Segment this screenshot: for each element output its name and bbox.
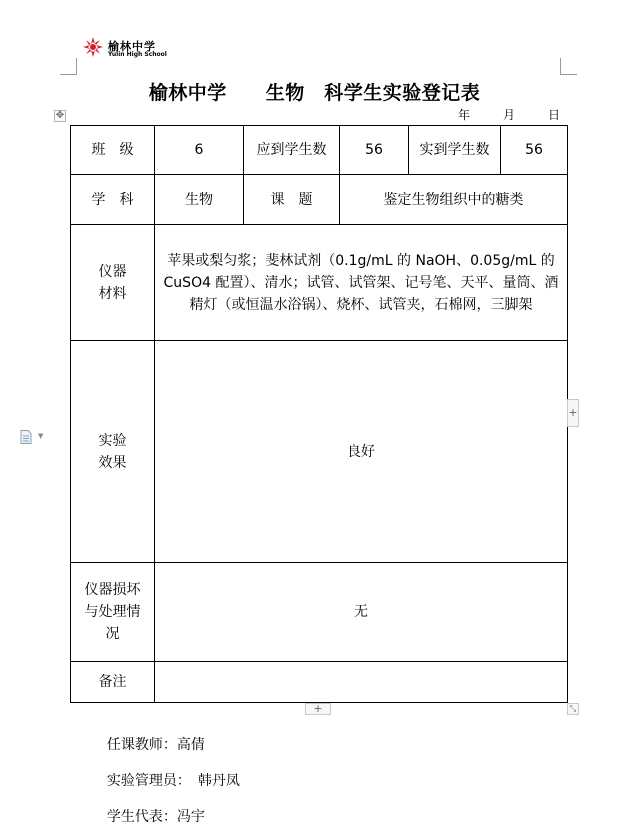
topic-value[interactable]: 鉴定生物组织中的糖类	[340, 175, 568, 225]
table-row	[71, 341, 568, 563]
table-move-handle[interactable]: ✥	[55, 110, 65, 121]
add-row-button[interactable]: +	[305, 703, 331, 715]
chevron-down-icon[interactable]: ▼	[38, 432, 44, 440]
add-column-button[interactable]: +	[567, 399, 579, 427]
actual-students-value[interactable]: 56	[501, 126, 568, 175]
expected-students-label: 应到学生数	[244, 126, 340, 175]
registration-table	[70, 125, 568, 703]
date-month: 月	[503, 108, 516, 122]
table-row	[71, 175, 568, 225]
damage-label: 仪器损坏与处理情况	[71, 563, 155, 662]
subject-value[interactable]: 生物	[155, 175, 244, 225]
logo-text: 榆林中学	[108, 40, 156, 53]
remark-label: 备注	[71, 662, 155, 703]
school-logo	[82, 36, 182, 60]
equipment-label: 仪器材料	[71, 225, 155, 341]
table-resize-handle[interactable]: ⤡	[567, 703, 579, 715]
topic-label: 课 题	[244, 175, 340, 225]
table-row	[71, 126, 568, 175]
class-label: 班 级	[71, 126, 155, 175]
page-title: 榆林中学 生物 科学生实验登记表	[148, 82, 481, 104]
manager-signature: 实验管理员： 韩丹凤	[106, 773, 240, 789]
actual-students-label: 实到学生数	[409, 126, 501, 175]
date-day: 日	[548, 108, 561, 122]
damage-value[interactable]: 无	[155, 563, 568, 662]
subject-label: 学 科	[71, 175, 155, 225]
expected-students-value[interactable]: 56	[340, 126, 409, 175]
class-value[interactable]: 6	[155, 126, 244, 175]
table-row	[71, 662, 568, 703]
table-row	[71, 563, 568, 662]
school-emblem-icon	[82, 36, 104, 58]
table-row	[71, 225, 568, 341]
logo-subtext: Yulin High School	[108, 51, 167, 58]
equipment-value[interactable]: 苹果或梨匀浆；斐林试剂（0.1g/mL 的 NaOH、0.05g/mL 的 CuSO4 配置）、清水；试管、试管架、记号笔、天平、量筒、酒精灯（或恒温水浴锅）、烧杯、试管夹，石棉网，三脚架	[155, 225, 568, 341]
crop-mark	[60, 74, 77, 75]
teacher-signature: 任课教师：高倩	[106, 737, 205, 753]
effect-label: 实验效果	[71, 341, 155, 563]
remark-value[interactable]	[155, 662, 568, 703]
signature-line	[98, 718, 240, 826]
date-year: 年	[458, 108, 471, 122]
student-signature: 学生代表：冯宇	[106, 809, 205, 825]
document-icon[interactable]	[20, 430, 32, 444]
crop-mark	[76, 58, 77, 75]
crop-mark	[560, 74, 577, 75]
crop-mark	[560, 58, 561, 75]
effect-value[interactable]: 良好	[155, 341, 568, 563]
